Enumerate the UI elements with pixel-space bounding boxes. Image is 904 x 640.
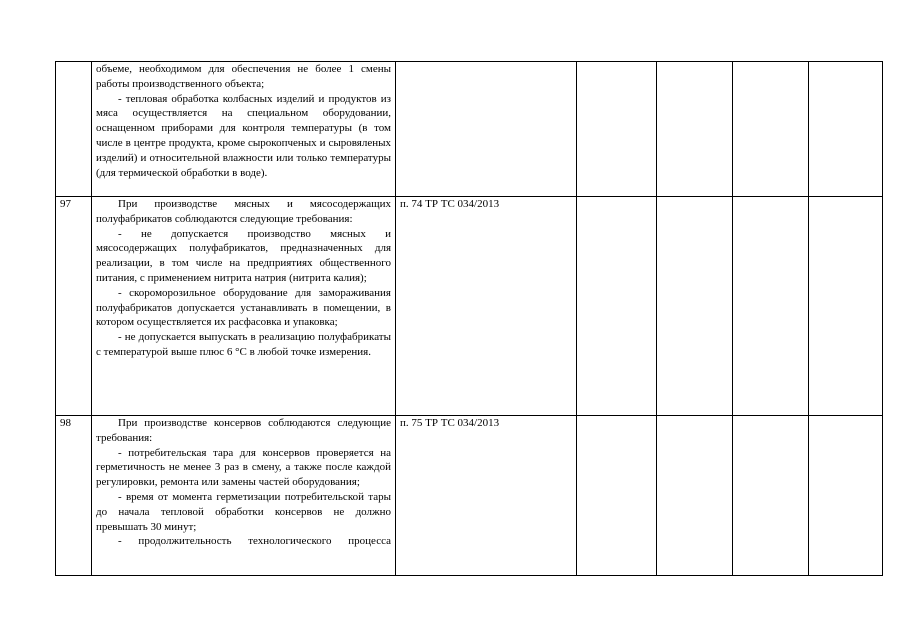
empty-cell (657, 197, 733, 416)
empty-cell (809, 197, 883, 416)
requirement-text (92, 416, 396, 576)
requirement-paragraph: При производстве консервов соблюдаются следующие требования: (96, 417, 391, 444)
empty-cell (733, 416, 809, 576)
row-number: 98 (56, 416, 92, 576)
empty-cell (577, 416, 657, 576)
empty-cell (577, 197, 657, 416)
row-number (56, 62, 92, 197)
empty-cell (657, 416, 733, 576)
requirement-paragraph: - продолжительность технологического процесса (118, 535, 391, 548)
regulation-table (55, 61, 883, 576)
table-row (56, 62, 883, 197)
row-number: 97 (56, 197, 92, 416)
empty-cell (733, 62, 809, 197)
requirement-text (92, 197, 396, 416)
requirement-paragraph: объеме, необходимом для обеспечения не более 1 смены работы производственного объекта; (96, 63, 391, 90)
empty-cell (809, 62, 883, 197)
empty-cell (733, 197, 809, 416)
requirement-paragraph: - потребительская тара для консервов проверяется на герметичность не менее 3 раз в смену, а также после каждой регулировки, ремонта или замены частей оборудования; (96, 446, 391, 489)
regulation-reference: п. 74 ТР ТС 034/2013 (396, 197, 577, 416)
requirement-paragraph: - не допускается выпускать в реализацию полуфабрикаты с температурой выше плюс 6 °С в любой точке измерения. (96, 331, 391, 358)
requirement-paragraph: - не допускается производство мясных и мясосодержащих полуфабрикатов, предназначенных для реализации, в том числе на предприятиях общественного питания, с применением нитрита натрия (нитрита калия); (96, 227, 391, 284)
empty-cell (809, 416, 883, 576)
requirement-paragraph: - время от момента герметизации потребительской тары до начала тепловой обработки консервов не должно превышать 30 минут; (96, 490, 391, 533)
regulation-reference: п. 75 ТР ТС 034/2013 (396, 416, 577, 576)
table-row (56, 197, 883, 416)
empty-cell (657, 62, 733, 197)
requirement-paragraph: При производстве мясных и мясосодержащих полуфабрикатов соблюдаются следующие требования: (96, 198, 391, 225)
regulation-reference (396, 62, 577, 197)
requirement-text (92, 62, 396, 197)
requirement-paragraph: - скороморозильное оборудование для замораживания полуфабрикатов допускается устанавливать в помещении, в котором осуществляется их расфасовка и упаковка; (96, 286, 391, 329)
empty-cell (577, 62, 657, 197)
table-row (56, 416, 883, 576)
requirement-paragraph: - тепловая обработка колбасных изделий и продуктов из мяса осуществляется на специальном оборудовании, оснащенном приборами для контроля температуры (в том числе в центре продукта, кроме сырокопченых и сыровяленых изделий) и относительной влажности или только температуры (для термической обработки в воде). (96, 92, 391, 179)
